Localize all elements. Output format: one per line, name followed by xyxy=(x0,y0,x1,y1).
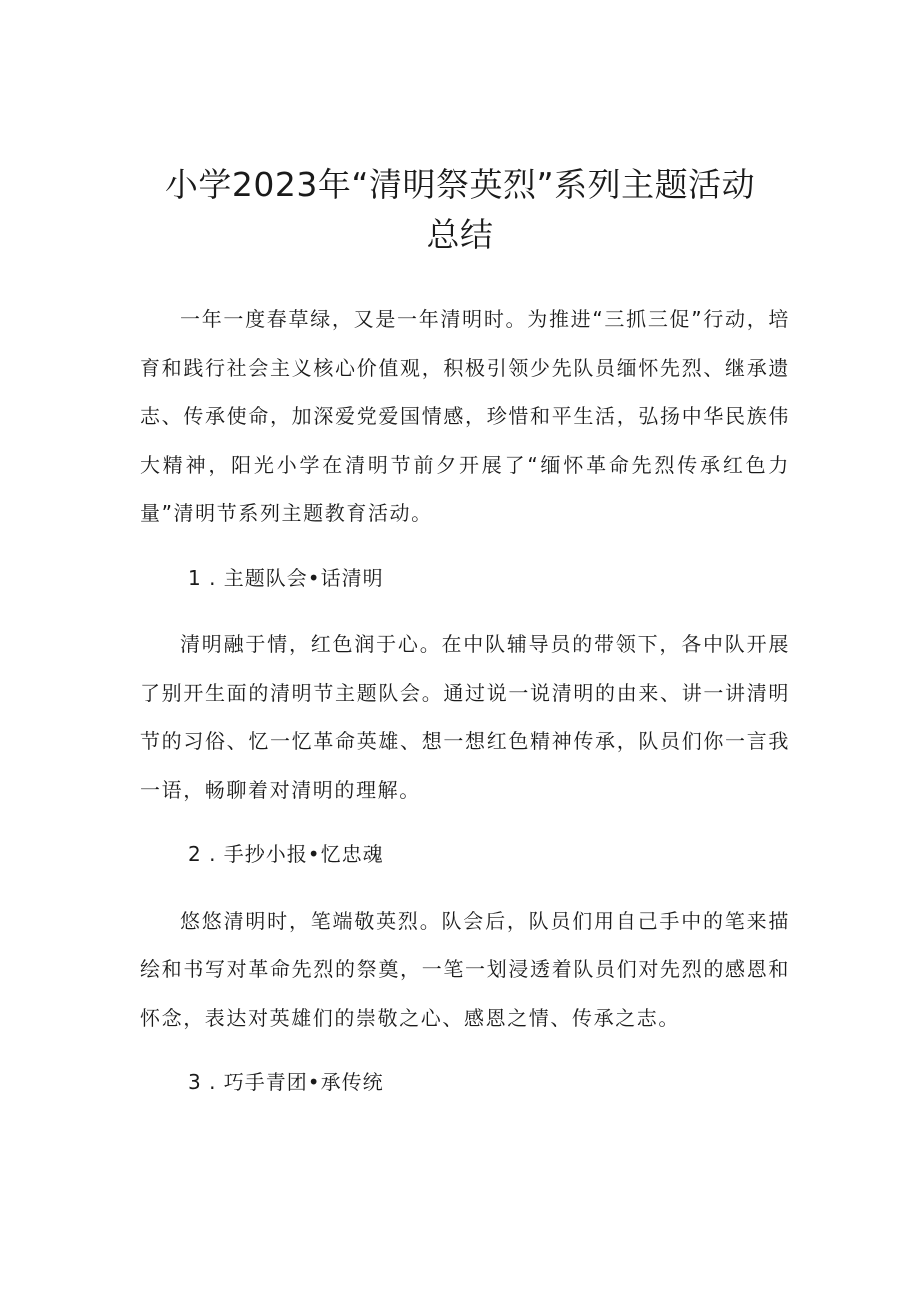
document-body xyxy=(140,295,790,1107)
intro-paragraph: 一年一度春草绿，又是一年清明时。为推进“三抓三促”行动，培育和践行社会主义核心价值观，积极引领少先队员缅怀先烈、继承遗志、传承使命，加深爱党爱国情感，珍惜和平生活，弘扬中华民族伟大精神，阳光小学在清明节前夕开展了“缅怀革命先烈传承红色力量”清明节系列主题教育活动。 xyxy=(140,307,790,525)
title-line-1: 小学2023年“清明祭英烈”系列主题活动 xyxy=(164,165,756,204)
section-1-paragraph: 清明融于情，红色润于心。在中队辅导员的带领下，各中队开展了别开生面的清明节主题队会。通过说一说清明的由来、讲一讲清明节的习俗、忆一忆革命英雄、想一想红色精神传承，队员们你一言我一语，畅聊着对清明的理解。 xyxy=(140,632,790,802)
section-1-heading: 1 . 主题队会•话清明 xyxy=(188,565,384,590)
section-2-paragraph: 悠悠清明时，笔端敬英烈。队会后，队员们用自己手中的笔来描绘和书写对革命先烈的祭奠，一笔一划浸透着队员们对先烈的感恩和怀念，表达对英雄们的崇敬之心、感恩之情、传承之志。 xyxy=(140,908,790,1030)
section-3-heading: 3 . 巧手青团•承传统 xyxy=(188,1070,384,1094)
document-title xyxy=(130,160,790,260)
section-2-heading: 2 . 手抄小报•忆忠魂 xyxy=(188,842,384,866)
title-line-2: 总结 xyxy=(426,215,494,254)
